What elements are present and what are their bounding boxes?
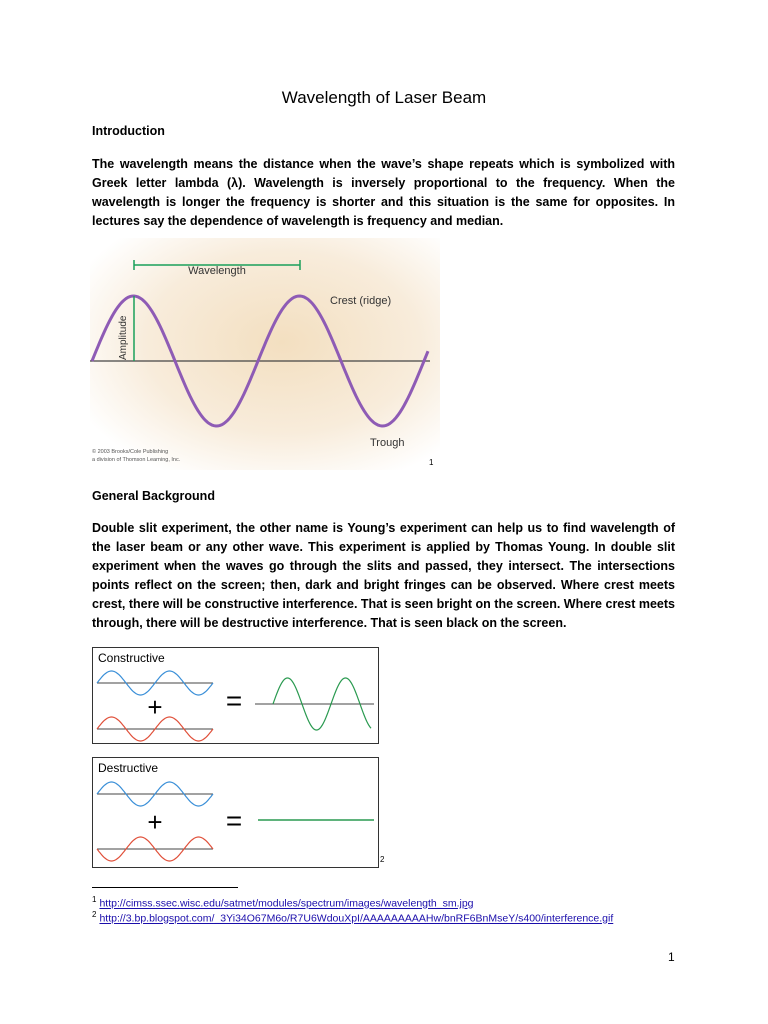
introduction-paragraph: The wavelength means the distance when the wave’s shape repeats which is symbolized with Greek letter lambda (λ). Wavelength is inversely proportional to the frequency. When the wavelength is longer the frequency is shorter and this situation is the same for opposites. In lectures say the dependence of wavelength is frequency and median.	[92, 157, 675, 228]
footnote-1-number: 1	[92, 895, 97, 904]
footnote-separator	[92, 887, 238, 888]
destructive-panel	[92, 757, 379, 868]
footnote-2	[92, 908, 702, 926]
plus-sign: +	[147, 692, 163, 722]
wavelength-diagram	[90, 238, 440, 470]
destructive-label: Destructive	[98, 761, 159, 775]
footnote-2-link[interactable]: http://3.bp.blogspot.com/_3Yi34O67M6o/R7U6WdouXpI/AAAAAAAAAHw/bnRF6BnMseY/s400/interference.gif	[99, 912, 614, 925]
equals-sign: =	[225, 685, 243, 716]
footnote-2-number: 2	[92, 910, 97, 919]
copyright-line-2: a division of Thomson Learning, Inc.	[92, 457, 181, 463]
equals-sign: =	[225, 805, 243, 836]
destructive-svg	[93, 758, 378, 867]
figure2-footnote-mark: 2	[380, 855, 385, 864]
page-number: 1	[668, 950, 675, 964]
copyright-line-1: © 2003 Brooks/Cole Publishing	[92, 449, 169, 455]
wavelength-diagram-svg	[90, 238, 440, 470]
footnote-1-link[interactable]: http://cimss.ssec.wisc.edu/satmet/modules/spectrum/images/wavelength_sm.jpg	[99, 897, 474, 910]
wavelength-label: Wavelength	[188, 265, 246, 277]
crest-label: Crest (ridge)	[330, 295, 392, 307]
introduction-heading: Introduction	[92, 124, 165, 138]
amplitude-label: Amplitude	[118, 315, 129, 360]
trough-label: Trough	[370, 437, 405, 449]
plus-sign: +	[147, 807, 163, 837]
constructive-panel	[92, 647, 379, 744]
diagram-background	[90, 238, 440, 470]
constructive-svg	[93, 648, 378, 743]
constructive-label: Constructive	[98, 651, 165, 665]
document-title: Wavelength of Laser Beam	[281, 88, 487, 107]
general-background-heading: General Background	[92, 489, 215, 503]
general-background-paragraph: Double slit experiment, the other name is Young’s experiment can help us to find wavelength of the laser beam or any other wave. This experiment is applied by Thomas Young. In double slit experiment when the waves go through the slits and passed, they intersect. The intersections points reflect on the screen; then, dark and bright fringes can be observed. Where crest meets crest, there will be constructive interference. That is seen bright on the screen. Where crest meets through, there will be destructive interference. That is seen black on the screen.	[92, 521, 675, 630]
figure1-footnote-mark: 1	[429, 458, 434, 467]
